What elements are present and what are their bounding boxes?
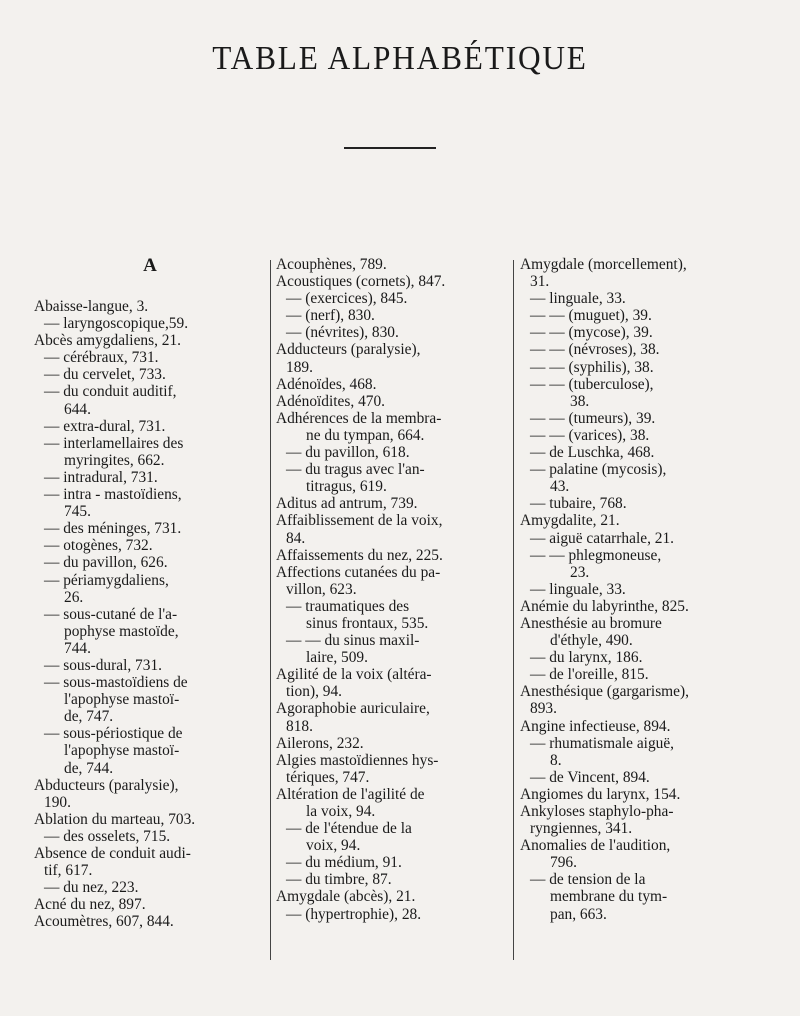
- index-entry-line: — du conduit auditif,: [44, 383, 177, 401]
- column-2-entries: [276, 256, 508, 923]
- index-entry-line: Acoustiques (cornets), 847.: [276, 273, 446, 291]
- index-entry-line: — sous-dural, 731.: [44, 656, 162, 674]
- index-entry-line: — (nerf), 830.: [286, 307, 375, 325]
- index-entry-line: laire, 509.: [306, 649, 368, 667]
- index-entry-line: d'éthyle, 490.: [550, 632, 633, 650]
- index-entry-line: — de tension de la: [530, 871, 646, 889]
- column-1-entries: [34, 298, 266, 930]
- index-entry-line: de, 744.: [64, 759, 114, 777]
- index-entry-line: myringites, 662.: [64, 451, 165, 469]
- index-entry-line: l'apophyse mastoï-: [64, 691, 180, 709]
- title-rule: [344, 147, 436, 149]
- index-column-2: [276, 256, 508, 923]
- index-entry-line: Amygdale (morcellement),: [520, 256, 687, 273]
- index-entry-line: — du nez, 223.: [44, 879, 139, 897]
- index-entry-line: 744.: [64, 639, 91, 657]
- index-entry-line: — du larynx, 186.: [530, 649, 643, 667]
- index-entry-line: Acné du nez, 897.: [34, 896, 146, 914]
- index-entry-line: — extra-dural, 731.: [44, 417, 166, 435]
- index-entry-line: Ankyloses staphylo-pha-: [520, 803, 674, 820]
- index-entry-line: — des méninges, 731.: [44, 520, 182, 538]
- index-entry-line: Affaiblissement de la voix,: [276, 512, 443, 530]
- index-entry-line: — (névrites), 830.: [286, 324, 399, 342]
- index-entry-line: Anesthésique (gargarisme),: [520, 683, 689, 701]
- index-entry-line: — laryngoscopique,59.: [44, 315, 189, 333]
- index-entry-line: — interlamellaires des: [44, 434, 184, 452]
- index-entry-line: 796.: [550, 854, 577, 872]
- index-entry-line: — du pavillon, 618.: [286, 444, 410, 462]
- index-entry-line: Adhérences de la membra-: [276, 409, 442, 427]
- index-entry-line: — — (muguet), 39.: [530, 307, 652, 325]
- index-entry-line: — palatine (mycosis),: [530, 461, 667, 479]
- index-entry-line: — du cervelet, 733.: [44, 366, 166, 384]
- index-entry-line: Anesthésie au bromure: [520, 614, 662, 632]
- index-entry-line: — aiguë catarrhale, 21.: [530, 529, 675, 547]
- index-entry-line: — — (varices), 38.: [530, 426, 650, 444]
- index-entry-line: 38.: [570, 392, 590, 410]
- index-entry-line: — du tragus avec l'an-: [286, 461, 425, 479]
- index-entry-line: — de l'étendue de la: [286, 820, 412, 838]
- index-entry-line: — du médium, 91.: [286, 854, 402, 872]
- index-entry-line: Agilité de la voix (altéra-: [276, 666, 432, 684]
- index-entry-line: Abaisse-langue, 3.: [34, 298, 149, 315]
- index-entry-line: villon, 623.: [286, 580, 357, 598]
- index-entry-line: Acoumètres, 607, 844.: [34, 913, 174, 931]
- index-entry-line: — sous-périostique de: [44, 725, 183, 743]
- index-entry-line: — — phlegmoneuse,: [530, 546, 662, 564]
- index-entry-line: 8.: [550, 751, 562, 769]
- index-column-1: [34, 256, 266, 930]
- index-entry-line: — — (tumeurs), 39.: [530, 409, 656, 427]
- section-letter: A: [143, 255, 157, 276]
- index-entry-line: — linguale, 33.: [530, 580, 626, 598]
- index-entry-line: membrane du tym-: [550, 888, 668, 906]
- index-entry-line: — linguale, 33.: [530, 290, 626, 308]
- index-entry-line: 893.: [530, 700, 557, 718]
- index-entry-line: ryngiennes, 341.: [530, 820, 633, 838]
- index-entry-line: — sous-cutané de l'a-: [44, 605, 178, 623]
- page-title: TABLE ALPHABÉTIQUE: [212, 40, 588, 77]
- index-entry-line: tion), 94.: [286, 683, 343, 701]
- index-entry-line: Adénoïdes, 468.: [276, 375, 377, 393]
- index-entry-line: Algies mastoïdiennes hys-: [276, 751, 439, 769]
- index-entry-line: Affaissements du nez, 225.: [276, 546, 443, 564]
- index-entry-line: voix, 94.: [306, 837, 361, 855]
- index-entry-line: titragus, 619.: [306, 478, 387, 496]
- index-entry-line: — (hypertrophie), 28.: [286, 905, 422, 923]
- index-entry-line: tériques, 747.: [286, 768, 370, 786]
- index-column-3: [520, 256, 766, 923]
- index-entry-line: — tubaire, 768.: [530, 495, 627, 513]
- index-entry-line: Angine infectieuse, 894.: [520, 717, 671, 735]
- index-entry-line: — de Vincent, 894.: [530, 768, 650, 786]
- index-entry-line: Anémie du labyrinthe, 825.: [520, 597, 689, 615]
- index-entry-line: — — (syphilis), 38.: [530, 358, 654, 376]
- index-entry-line: pan, 663.: [550, 905, 607, 923]
- index-entry-line: 745.: [64, 503, 91, 521]
- index-entry-line: l'apophyse mastoï-: [64, 742, 180, 760]
- index-entry-line: Altération de l'agilité de: [276, 785, 425, 803]
- index-entry-line: 43.: [550, 478, 570, 496]
- index-entry-line: Amygdale (abcès), 21.: [276, 888, 416, 906]
- index-entry-line: — sous-mastoïdiens de: [44, 674, 188, 692]
- index-entry-line: Abcès amygdaliens, 21.: [34, 332, 182, 350]
- index-entry-line: — des osselets, 715.: [44, 827, 171, 845]
- index-entry-line: — intradural, 731.: [44, 468, 158, 486]
- index-entry-line: sinus frontaux, 535.: [306, 614, 429, 632]
- index-entry-line: 84.: [286, 529, 306, 547]
- index-entry-line: Acouphènes, 789.: [276, 256, 387, 273]
- index-entry-line: Affections cutanées du pa-: [276, 563, 441, 581]
- index-entry-line: pophyse mastoïde,: [64, 622, 179, 640]
- index-entry-line: — — (tuberculose),: [530, 375, 654, 393]
- index-entry-line: — (exercices), 845.: [286, 290, 408, 308]
- index-entry-line: — rhumatismale aiguë,: [530, 734, 675, 752]
- index-entry-line: Aditus ad antrum, 739.: [276, 495, 418, 513]
- index-entry-line: 644.: [64, 400, 91, 418]
- index-entry-line: — otogènes, 732.: [44, 537, 153, 555]
- index-entry-line: 31.: [530, 273, 550, 291]
- index-entry-line: Amygdalite, 21.: [520, 512, 620, 530]
- index-entry-line: — du pavillon, 626.: [44, 554, 168, 572]
- index-entry-line: Ablation du marteau, 703.: [34, 810, 196, 828]
- index-entry-line: Abducteurs (paralysie),: [34, 776, 179, 794]
- index-entry-line: — de l'oreille, 815.: [530, 666, 649, 684]
- index-entry-line: Ailerons, 232.: [276, 734, 364, 752]
- index-entry-line: 26.: [64, 588, 84, 606]
- index-entry-line: Angiomes du larynx, 154.: [520, 785, 681, 803]
- index-entry-line: — — (mycose), 39.: [530, 324, 653, 342]
- index-entry-line: Adducteurs (paralysie),: [276, 341, 421, 359]
- index-entry-line: — — (névroses), 38.: [530, 341, 660, 359]
- column-divider: [513, 260, 514, 960]
- index-entry-line: — cérébraux, 731.: [44, 349, 159, 367]
- index-entry-line: la voix, 94.: [306, 803, 376, 820]
- index-entry-line: 190.: [44, 793, 71, 811]
- index-entry-line: 818.: [286, 717, 313, 735]
- index-entry-line: 189.: [286, 358, 313, 376]
- index-entry-line: — intra - mastoïdiens,: [44, 486, 182, 504]
- index-entry-line: ne du tympan, 664.: [306, 426, 425, 444]
- index-entry-line: Agoraphobie auriculaire,: [276, 700, 430, 718]
- index-entry-line: — — du sinus maxil-: [286, 632, 420, 650]
- column-divider: [270, 260, 271, 960]
- index-entry-line: — de Luschka, 468.: [530, 444, 655, 462]
- index-entry-line: tif, 617.: [44, 862, 93, 880]
- index-entry-line: Anomalies de l'audition,: [520, 837, 671, 855]
- index-entry-line: Absence de conduit audi-: [34, 845, 191, 862]
- index-entry-line: — du timbre, 87.: [286, 871, 392, 889]
- index-entry-line: de, 747.: [64, 708, 114, 726]
- column-3-entries: [520, 256, 766, 923]
- index-entry-line: 23.: [570, 563, 590, 581]
- index-entry-line: — traumatiques des: [286, 597, 410, 615]
- index-entry-line: Adénoïdites, 470.: [276, 392, 386, 410]
- index-entry-line: — périamygdaliens,: [44, 571, 169, 589]
